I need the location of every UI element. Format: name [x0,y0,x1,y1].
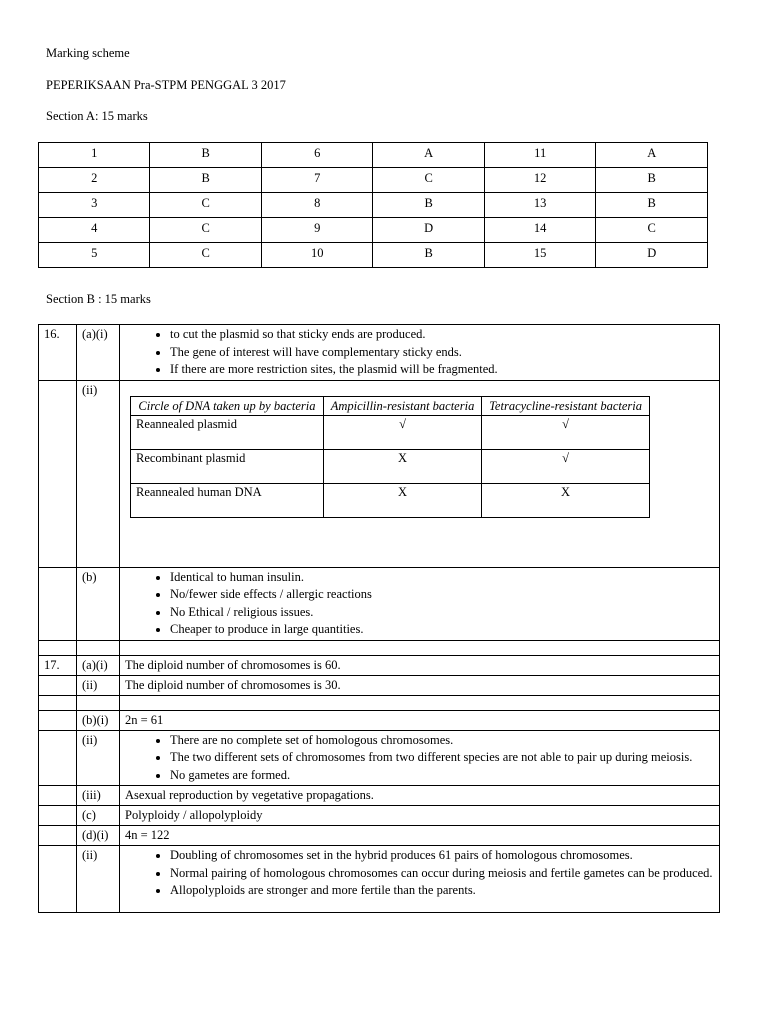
answer-letter-cell: B [150,143,261,168]
table-row [131,415,650,449]
table-row [39,567,720,640]
question-number-cell: 15 [484,243,595,268]
question-number-cell: 9 [261,218,372,243]
answer-letter-cell: A [373,143,484,168]
bullet-list [125,847,714,900]
bullet-list [125,732,714,785]
list-item: • The gene of interest will have complementary sticky ends. [170,344,714,362]
bullet-list [125,569,714,639]
question-number-cell: 14 [484,218,595,243]
answer-letter-cell: B [596,193,708,218]
table-row [39,806,720,826]
answer-cell [120,325,720,381]
answer-cell [120,846,720,913]
answer-letter-cell: B [373,243,484,268]
answer-cell: Polyploidy / allopolyploidy [120,806,720,826]
list-item: • The two different sets of chromosomes from two different species are not able to pair up during meiosis. [170,749,714,767]
section-a-heading: Section A: 15 marks [46,109,148,123]
question-number-cell: 13 [484,193,595,218]
part-label: (ii) [77,675,120,695]
answer-letter-cell: A [596,143,708,168]
answer-cell: The diploid number of chromosomes is 60. [120,655,720,675]
answer-cell: Asexual reproduction by vegetative propagations. [120,786,720,806]
list-item: • Normal pairing of homologous chromosomes can occur during meiosis and fertile gametes can be produced. [170,865,714,883]
resistance-mark-cell: √ [323,415,481,449]
part-label: (a)(i) [77,655,120,675]
spacer-row [39,640,720,655]
table-row [39,243,708,268]
answer-letter-cell: B [596,168,708,193]
answer-cell [120,380,720,567]
question-number-cell: 12 [484,168,595,193]
answer-letter-cell: C [150,218,261,243]
question-number-cell: 8 [261,193,372,218]
answer-letter-cell: C [596,218,708,243]
list-item: • Allopolyploids are stronger and more fertile than the parents. [170,882,714,900]
list-item: • Identical to human insulin. [170,569,714,587]
section-b-answer-table [38,324,720,913]
question-number-cell: 11 [484,143,595,168]
resistance-mark-cell: X [482,483,650,517]
question-number-cell: 5 [39,243,150,268]
table-row [39,168,708,193]
answer-letter-cell: C [150,193,261,218]
dna-type-cell: Reannealed human DNA [131,483,324,517]
question-number: 17. [39,655,77,675]
list-item: • Cheaper to produce in large quantities. [170,621,714,639]
list-item: • If there are more restriction sites, the plasmid will be fragmented. [170,361,714,379]
table-row [131,483,650,517]
answer-letter-cell: D [596,243,708,268]
part-label: (c) [77,806,120,826]
section-a-answer-table [38,142,708,268]
part-label: (b) [77,567,120,640]
question-number-cell: 7 [261,168,372,193]
table-header-row [131,396,650,415]
answer-cell [120,730,720,786]
table-row [39,325,720,381]
list-item: • to cut the plasmid so that sticky ends are produced. [170,326,714,344]
part-label: (d)(i) [77,826,120,846]
column-header: Ampicillin-resistant bacteria [323,396,481,415]
resistance-mark-cell: √ [482,415,650,449]
resistance-mark-cell: X [323,483,481,517]
column-header: Tetracycline-resistant bacteria [482,396,650,415]
question-number-cell: 2 [39,168,150,193]
part-label: (a)(i) [77,325,120,381]
answer-letter-cell: C [150,243,261,268]
answer-cell: The diploid number of chromosomes is 30. [120,675,720,695]
spacer-row [39,695,720,710]
dna-type-cell: Reannealed plasmid [131,415,324,449]
table-row [39,143,708,168]
question-number-cell: 4 [39,218,150,243]
question-number-cell: 3 [39,193,150,218]
resistance-mark-cell: √ [482,449,650,483]
table-row [39,710,720,730]
document-title: Marking scheme [46,46,130,60]
answer-cell: 4n = 122 [120,826,720,846]
answer-letter-cell: B [373,193,484,218]
table-row [39,846,720,913]
part-label: (iii) [77,786,120,806]
section-b-heading: Section B : 15 marks [46,292,151,306]
dna-uptake-table [130,396,650,518]
bullet-list [125,326,714,379]
list-item: • No gametes are formed. [170,767,714,785]
table-row [39,675,720,695]
part-label: (b)(i) [77,710,120,730]
table-row [39,193,708,218]
list-item: • No/fewer side effects / allergic reactions [170,586,714,604]
question-number-cell: 10 [261,243,372,268]
question-number-cell: 1 [39,143,150,168]
answer-letter-cell: C [373,168,484,193]
table-row [39,218,708,243]
exam-title: PEPERIKSAAN Pra-STPM PENGGAL 3 2017 [46,78,286,92]
dna-type-cell: Recombinant plasmid [131,449,324,483]
question-number-cell: 6 [261,143,372,168]
column-header: Circle of DNA taken up by bacteria [131,396,324,415]
table-row [39,730,720,786]
resistance-mark-cell: X [323,449,481,483]
question-number: 16. [39,325,77,381]
table-row [39,380,720,567]
part-label: (ii) [77,846,120,913]
table-row [131,449,650,483]
part-label: (ii) [77,380,120,567]
answer-letter-cell: B [150,168,261,193]
answer-cell [120,567,720,640]
list-item: • No Ethical / religious issues. [170,604,714,622]
answer-letter-cell: D [373,218,484,243]
answer-cell: 2n = 61 [120,710,720,730]
table-row [39,655,720,675]
part-label: (ii) [77,730,120,786]
table-row [39,786,720,806]
table-row [39,826,720,846]
list-item: • There are no complete set of homologous chromosomes. [170,732,714,750]
list-item: • Doubling of chromosomes set in the hybrid produces 61 pairs of homologous chromosomes. [170,847,714,865]
